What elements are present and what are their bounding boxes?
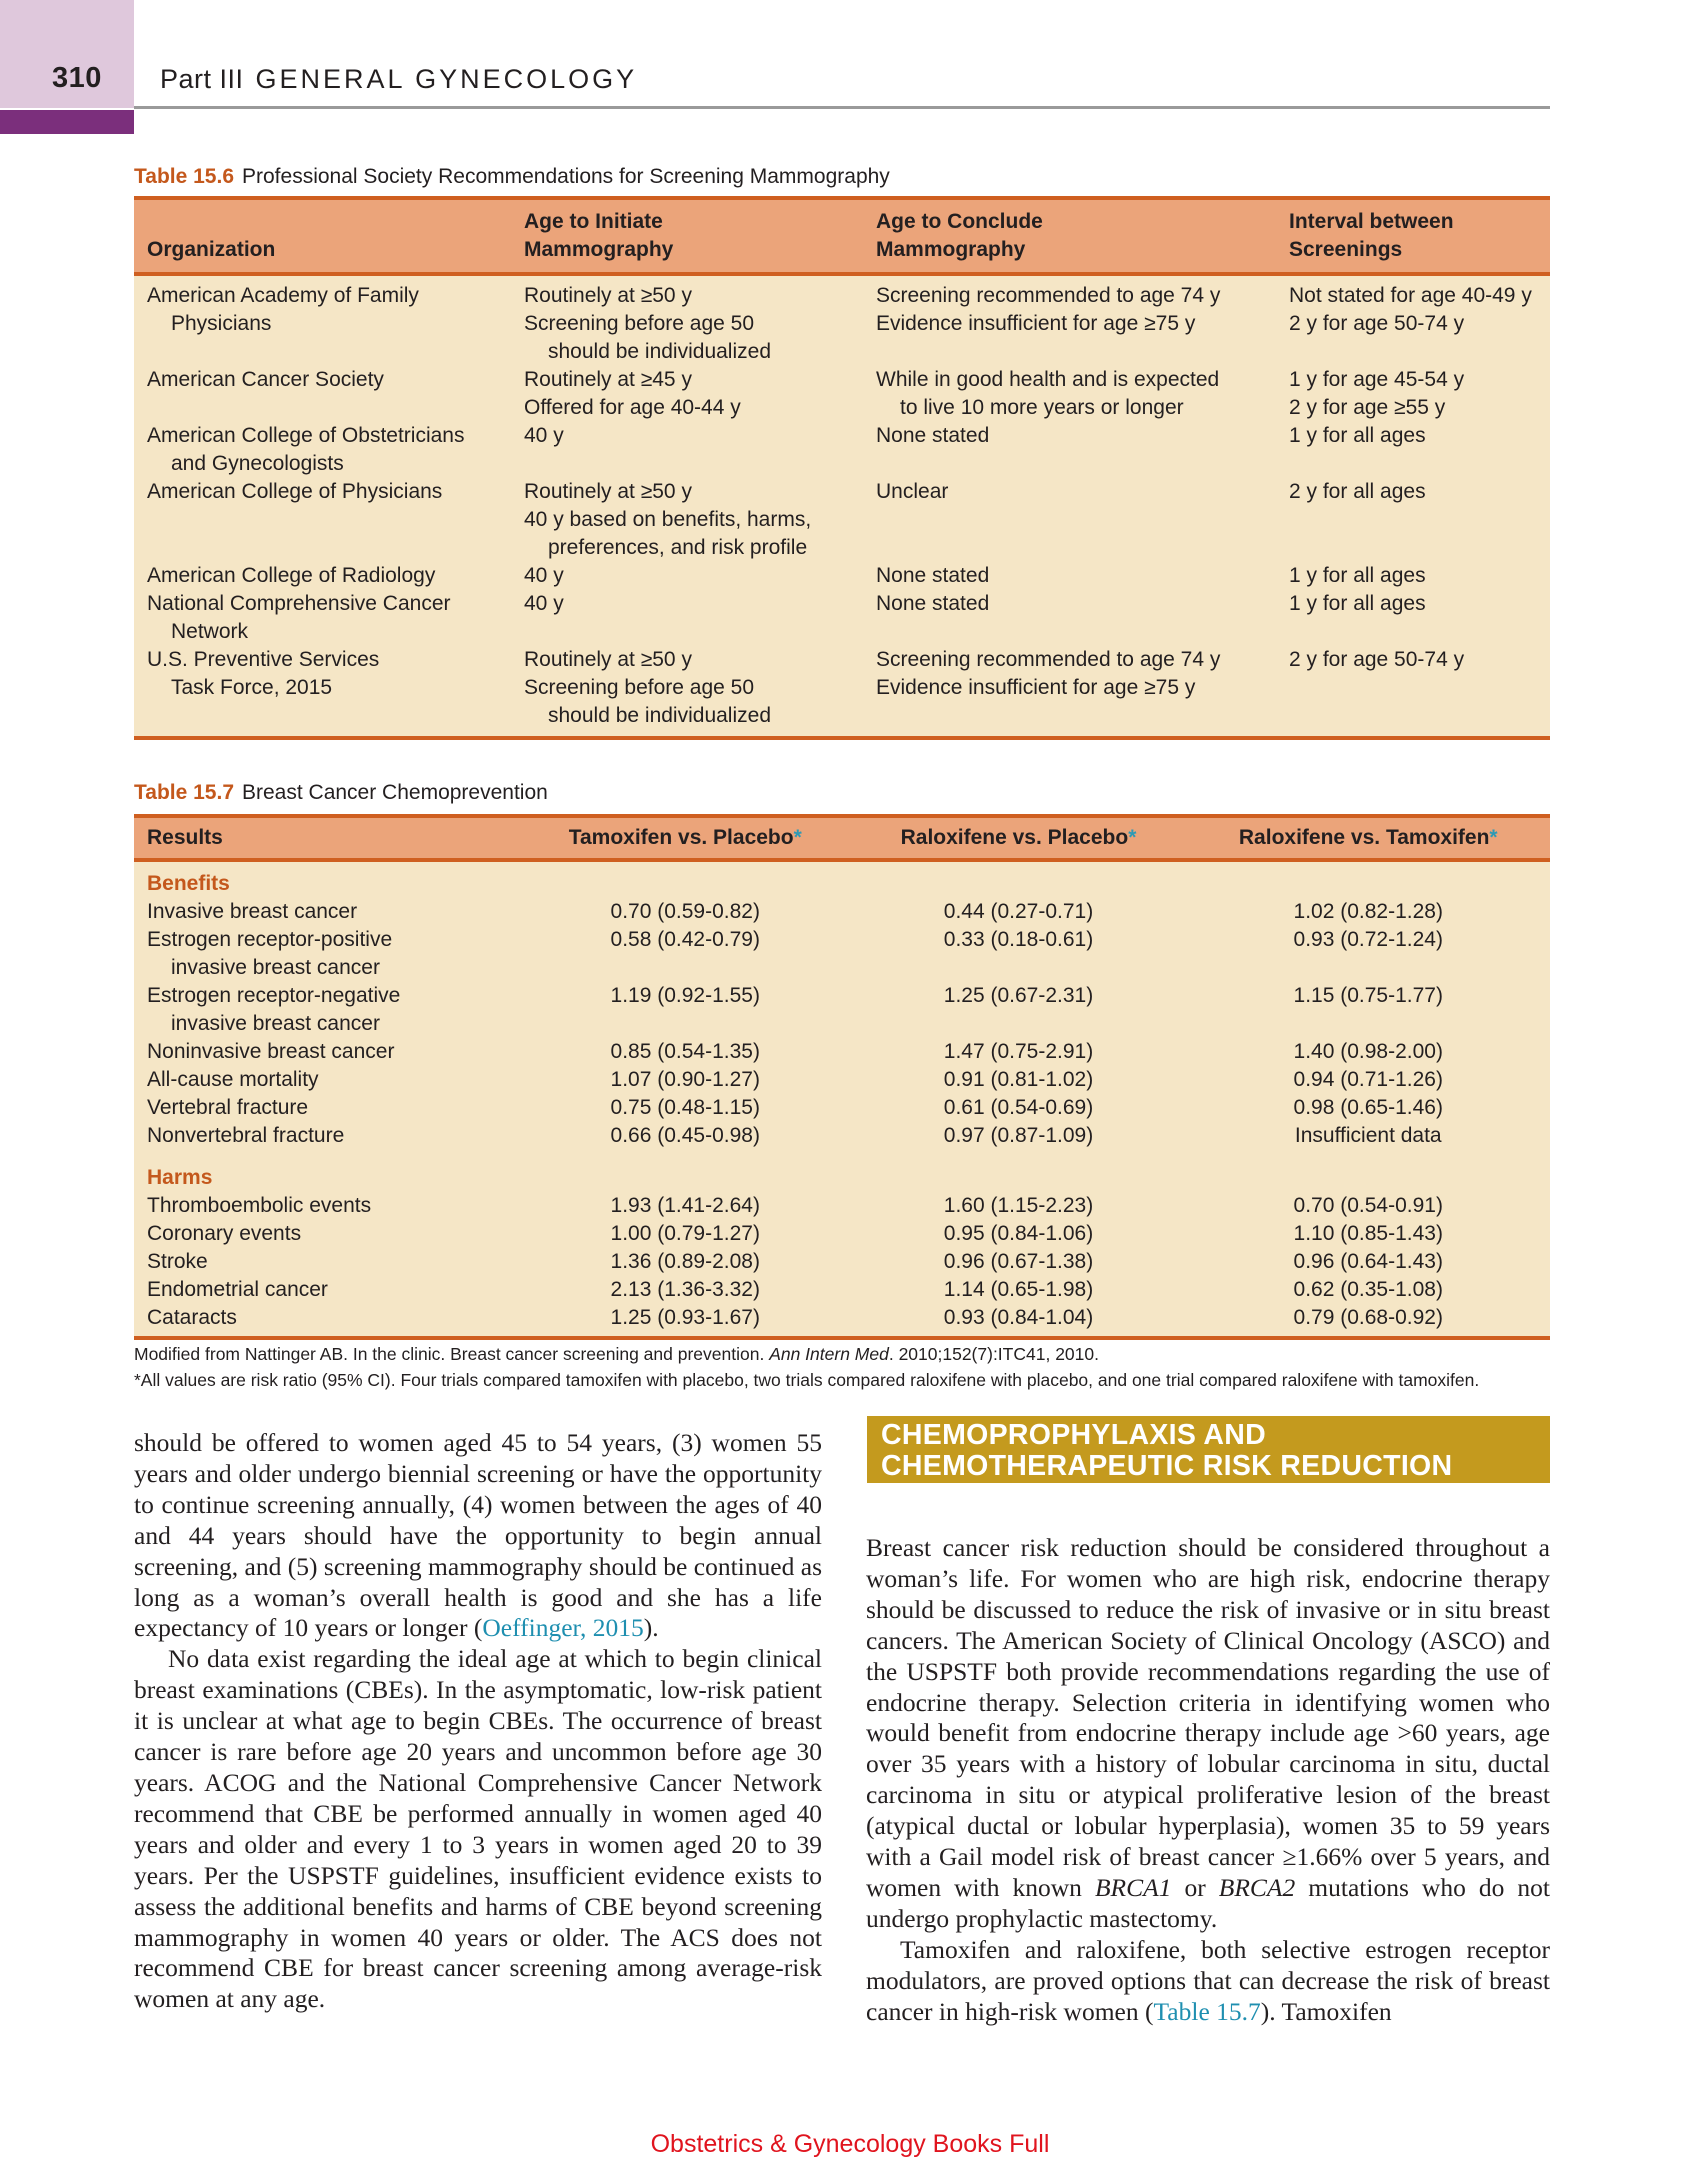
cell-initiate: Routinely at ≥50 y Screening before age 50 should be individualized: [511, 646, 863, 738]
cell-value: 0.93 (0.84-1.04): [850, 1304, 1185, 1338]
cell-value: 0.97 (0.87-1.09): [850, 1122, 1185, 1150]
cell-value: 1.00 (0.79-1.27): [519, 1220, 850, 1248]
table-row: [134, 562, 1550, 590]
table-15-7-caption: [134, 781, 548, 805]
cell-interval: 2 y for age 50-74 y: [1276, 646, 1550, 738]
gene-brca2: BRCA2: [1218, 1872, 1296, 1902]
cell-value: 0.93 (0.72-1.24): [1186, 926, 1551, 982]
cell-conclude: Screening recommended to age 74 y Evidence insufficient for age ≥75 y: [863, 274, 1276, 366]
table-number: Table 15.7: [134, 781, 234, 804]
cell-initiate: 40 y: [511, 562, 863, 590]
cell-value: 1.25 (0.93-1.67): [519, 1304, 850, 1338]
journal-name: Ann Intern Med: [769, 1344, 889, 1364]
table-row: [134, 1122, 1550, 1150]
table-row: [134, 1192, 1550, 1220]
cell-organization: American Academy of Family Physicians: [134, 274, 511, 366]
table-row: [134, 982, 1550, 1038]
cell-result: Invasive breast cancer: [134, 898, 519, 926]
cell-result: Endometrial cancer: [134, 1276, 519, 1304]
col-header-raloxifene-tamoxifen: Raloxifene vs. Tamoxifen*: [1186, 816, 1551, 860]
cell-result: Noninvasive breast cancer: [134, 1038, 519, 1066]
paragraph: Tamoxifen and raloxifene, both selective estrogen receptor modulators, are proved options that can decrease the risk of breast cancer in high-risk women (Table 15.7). Tamoxifen: [866, 1934, 1550, 2026]
cell-value: 1.25 (0.67-2.31): [850, 982, 1185, 1038]
cell-value: 0.91 (0.81-1.02): [850, 1066, 1185, 1094]
cell-value: 1.47 (0.75-2.91): [850, 1038, 1185, 1066]
cell-initiate: 40 y: [511, 590, 863, 646]
cell-interval: 1 y for all ages: [1276, 562, 1550, 590]
cell-value: Insufficient data: [1186, 1122, 1551, 1150]
table-source-footnote: Modified from Nattinger AB. In the clinic. Breast cancer screening and prevention. Ann Intern Med. 2010;152(7):ITC41, 2010.: [134, 1344, 1099, 1364]
section-label: Harms: [134, 1150, 1550, 1192]
cell-value: 1.36 (0.89-2.08): [519, 1248, 850, 1276]
table-15-7-link[interactable]: Table 15.7: [1153, 1996, 1261, 2026]
body-column-left: [134, 1428, 822, 2015]
paragraph: should be offered to women aged 45 to 54 years, (3) women 55 years and older undergo biennial screening or have the opportunity to continue screening annually, (4) women between the ages of 40 and 44 years should have the opportunity to begin annual screening, and (5) screening mammography should be continued as long as a woman’s overall health is good and she has a life expectancy of 10 years or longer (Oeffinger, 2015).: [134, 1428, 822, 1643]
cell-organization: American College of Obstetricians and Gynecologists: [134, 422, 511, 478]
table-row: [134, 1248, 1550, 1276]
cell-value: 0.62 (0.35-1.08): [1186, 1276, 1551, 1304]
table-header-row: [134, 198, 1550, 274]
cell-organization: National Comprehensive Cancer Network: [134, 590, 511, 646]
cell-value: 0.75 (0.48-1.15): [519, 1094, 850, 1122]
cell-value: 0.79 (0.68-0.92): [1186, 1304, 1551, 1338]
cell-value: 1.10 (0.85-1.43): [1186, 1220, 1551, 1248]
cell-value: 2.13 (1.36-3.32): [519, 1276, 850, 1304]
cell-result: Stroke: [134, 1248, 519, 1276]
table-title: Breast Cancer Chemoprevention: [242, 781, 548, 804]
cell-value: 1.14 (0.65-1.98): [850, 1276, 1185, 1304]
cell-conclude: None stated: [863, 590, 1276, 646]
table-chemoprevention: [134, 814, 1550, 1340]
cell-result: Thromboembolic events: [134, 1192, 519, 1220]
col-header-tamoxifen-placebo: Tamoxifen vs. Placebo*: [519, 816, 850, 860]
cell-value: 0.94 (0.71-1.26): [1186, 1066, 1551, 1094]
asterisk-marker: *: [1489, 826, 1498, 849]
cell-organization: American Cancer Society: [134, 366, 511, 422]
body-column-right: [866, 1533, 1550, 2028]
cell-result: Nonvertebral fracture: [134, 1122, 519, 1150]
cell-result: Estrogen receptor-positive invasive breast cancer: [134, 926, 519, 982]
cell-value: 0.96 (0.64-1.43): [1186, 1248, 1551, 1276]
asterisk-marker: *: [1128, 826, 1137, 849]
cell-initiate: 40 y: [511, 422, 863, 478]
part-label: Part III: [160, 64, 244, 94]
table-row: [134, 1038, 1550, 1066]
table-row: [134, 1276, 1550, 1304]
table-row: [134, 898, 1550, 926]
section-row-benefits: [134, 860, 1550, 898]
cell-interval: 1 y for age 45-54 y 2 y for age ≥55 y: [1276, 366, 1550, 422]
table-row: [134, 1066, 1550, 1094]
cell-result: Estrogen receptor-negative invasive breast cancer: [134, 982, 519, 1038]
cell-value: 0.85 (0.54-1.35): [519, 1038, 850, 1066]
cell-conclude: Unclear: [863, 478, 1276, 562]
col-header-interval: Interval between Screenings: [1276, 198, 1550, 274]
cell-result: Vertebral fracture: [134, 1094, 519, 1122]
cell-value: 0.33 (0.18-0.61): [850, 926, 1185, 982]
cell-value: 1.07 (0.90-1.27): [519, 1066, 850, 1094]
cell-value: 0.61 (0.54-0.69): [850, 1094, 1185, 1122]
cell-value: 1.02 (0.82-1.28): [1186, 898, 1551, 926]
cell-value: 1.93 (1.41-2.64): [519, 1192, 850, 1220]
table-row: [134, 646, 1550, 738]
page-number: 310: [52, 62, 102, 94]
cell-value: 1.19 (0.92-1.55): [519, 982, 850, 1038]
citation-link-oeffinger[interactable]: Oeffinger, 2015: [482, 1613, 644, 1643]
cell-initiate: Routinely at ≥50 y 40 y based on benefits, harms, preferences, and risk profile: [511, 478, 863, 562]
cell-interval: 1 y for all ages: [1276, 422, 1550, 478]
watermark-text: Obstetrics & Gynecology Books Full: [650, 2130, 1050, 2158]
col-header-age-initiate: Age to Initiate Mammography: [511, 198, 863, 274]
cell-interval: 2 y for all ages: [1276, 478, 1550, 562]
cell-initiate: Routinely at ≥50 y Screening before age 50 should be individualized: [511, 274, 863, 366]
table-title: Professional Society Recommendations for Screening Mammography: [242, 165, 890, 188]
section-row-harms: [134, 1150, 1550, 1192]
table-asterisk-footnote: *All values are risk ratio (95% CI). Four trials compared tamoxifen with placebo, two trials compared raloxifene with placebo, and one trial compared raloxifene with tamoxifen.: [134, 1370, 1480, 1390]
col-header-age-conclude: Age to Conclude Mammography: [863, 198, 1276, 274]
table-15-6-caption: [134, 165, 890, 189]
table-screening-mammography: [134, 196, 1550, 740]
cell-value: 0.58 (0.42-0.79): [519, 926, 850, 982]
running-header: [160, 64, 637, 95]
asterisk-marker: *: [793, 826, 802, 849]
cell-initiate: Routinely at ≥45 y Offered for age 40-44 y: [511, 366, 863, 422]
cell-value: 1.15 (0.75-1.77): [1186, 982, 1551, 1038]
cell-value: 1.60 (1.15-2.23): [850, 1192, 1185, 1220]
table-row: [134, 1304, 1550, 1338]
col-header-organization: Organization: [134, 198, 511, 274]
section-heading-chemoprophylaxis: CHEMOPROPHYLAXIS AND CHEMOTHERAPEUTIC RISK REDUCTION: [867, 1416, 1550, 1483]
cell-interval: 1 y for all ages: [1276, 590, 1550, 646]
cell-value: 0.44 (0.27-0.71): [850, 898, 1185, 926]
cell-result: All-cause mortality: [134, 1066, 519, 1094]
cell-value: 0.70 (0.59-0.82): [519, 898, 850, 926]
page-tab-accent-bar: [0, 110, 134, 134]
table-row: [134, 1220, 1550, 1248]
cell-organization: U.S. Preventive Services Task Force, 2015: [134, 646, 511, 738]
cell-organization: American College of Radiology: [134, 562, 511, 590]
section-title: GENERAL GYNECOLOGY: [255, 64, 638, 94]
table-row: [134, 274, 1550, 366]
cell-organization: American College of Physicians: [134, 478, 511, 562]
cell-value: 1.40 (0.98-2.00): [1186, 1038, 1551, 1066]
table-row: [134, 590, 1550, 646]
header-rule: [134, 106, 1550, 109]
cell-conclude: Screening recommended to age 74 y Evidence insufficient for age ≥75 y: [863, 646, 1276, 738]
cell-value: 0.66 (0.45-0.98): [519, 1122, 850, 1150]
table-number: Table 15.6: [134, 165, 234, 188]
cell-conclude: While in good health and is expected to live 10 more years or longer: [863, 366, 1276, 422]
table-row: [134, 926, 1550, 982]
cell-value: 0.95 (0.84-1.06): [850, 1220, 1185, 1248]
table-row: [134, 422, 1550, 478]
col-header-raloxifene-placebo: Raloxifene vs. Placebo*: [850, 816, 1185, 860]
paragraph: Breast cancer risk reduction should be considered throughout a woman’s life. For women who are high risk, endocrine therapy should be discussed to reduce the risk of invasive or in situ breast cancers. The American Society of Clinical Oncology (ASCO) and the USPSTF both provide recommendations regarding the use of endocrine therapy. Selection criteria in identifying women who would benefit from endocrine therapy include age >60 years, age over 35 years with a history of lobular carcinoma in situ, ductal carcinoma in situ or atypical proliferative lesion of the breast (atypical ductal or lobular hyperplasia), women 35 to 59 years with a Gail model risk of breast cancer ≥1.66% over 5 years, and women with known BRCA1 or BRCA2 mutations who do not undergo prophylactic mastectomy.: [866, 1533, 1550, 1933]
cell-value: 0.98 (0.65-1.46): [1186, 1094, 1551, 1122]
gene-brca1: BRCA1: [1094, 1872, 1172, 1902]
cell-interval: Not stated for age 40-49 y 2 y for age 50-74 y: [1276, 274, 1550, 366]
table-row: [134, 1094, 1550, 1122]
table-header-row: [134, 816, 1550, 860]
cell-conclude: None stated: [863, 422, 1276, 478]
cell-conclude: None stated: [863, 562, 1276, 590]
cell-result: Cataracts: [134, 1304, 519, 1338]
cell-value: 0.70 (0.54-0.91): [1186, 1192, 1551, 1220]
paragraph: No data exist regarding the ideal age at which to begin clinical breast examinations (CBEs). In the asymptomatic, low-risk patient it is unclear at what age to begin CBEs. The occurrence of breast cancer is rare before age 20 years and uncommon before age 30 years. ACOG and the National Comprehensive Cancer Network recommend that CBE be performed annually in women aged 40 years and older and every 1 to 3 years in women aged 20 to 39 years. Per the USPSTF guidelines, insufficient evidence exists to assess the additional benefits and harms of CBE beyond screening mammography in women 40 years or older. The ACS does not recommend CBE for breast cancer screening among average-risk women at any age.: [134, 1644, 822, 2014]
cell-result: Coronary events: [134, 1220, 519, 1248]
col-header-results: Results: [134, 816, 519, 860]
cell-value: 0.96 (0.67-1.38): [850, 1248, 1185, 1276]
table-row: [134, 366, 1550, 422]
table-row: [134, 478, 1550, 562]
section-label: Benefits: [134, 860, 1550, 898]
